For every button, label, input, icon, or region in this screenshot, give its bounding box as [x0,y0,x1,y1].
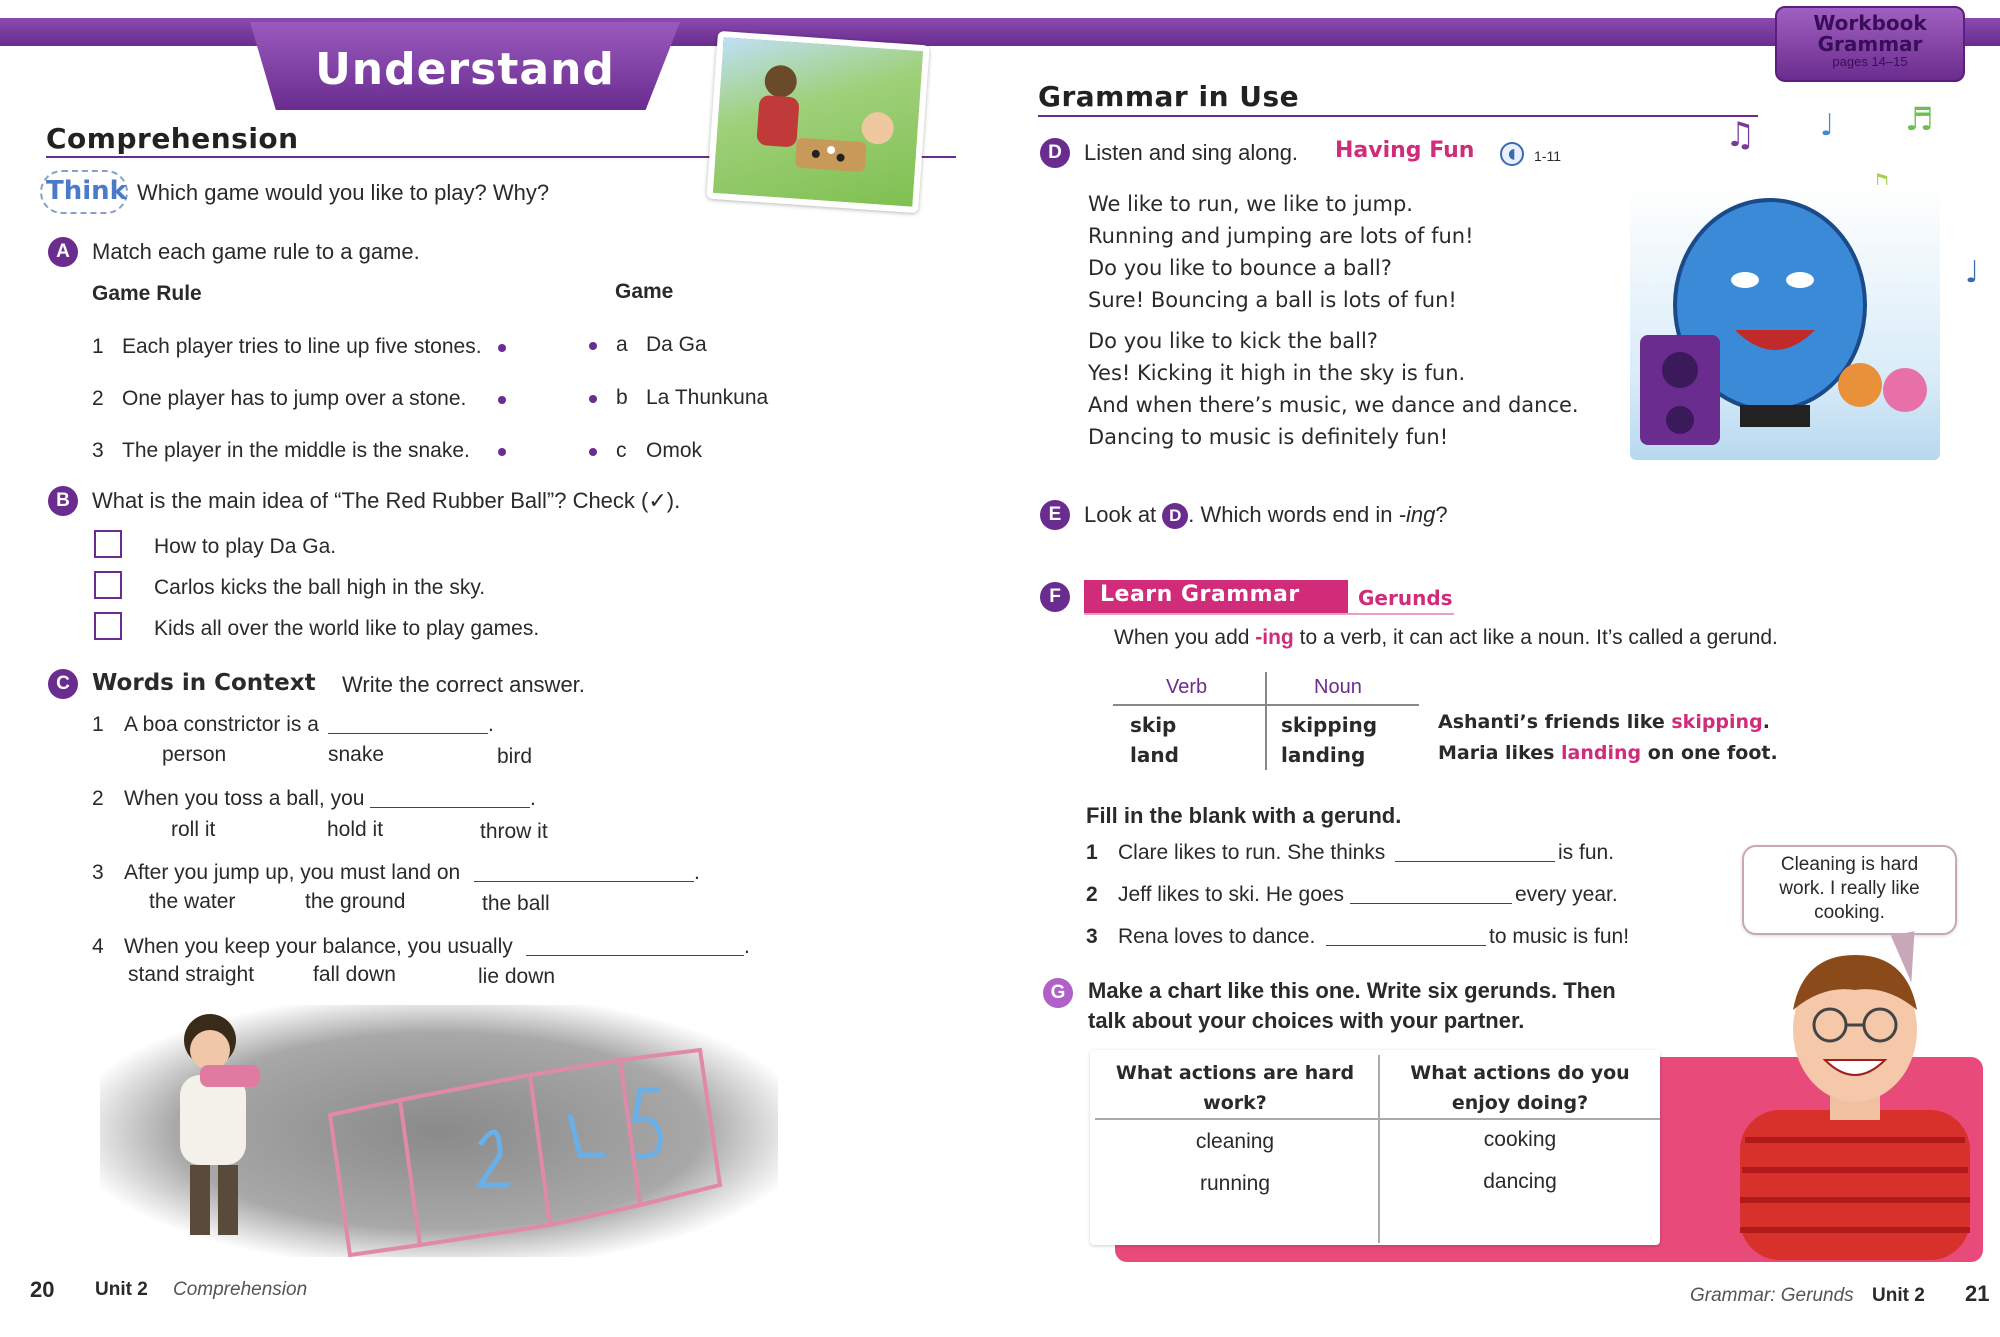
rule-2-text: One player has to jump over a stone. [122,387,467,410]
rule-3-num: 3 [92,439,104,462]
g-col1-head [1095,1058,1375,1118]
g-col2-head [1380,1058,1660,1118]
table-cell-noun-1: skipping [1281,713,1378,737]
c-item-3-choice-2: the ground [305,890,406,913]
e-text-after: . Which words end in [1188,502,1393,527]
game-a-dot[interactable] [589,342,597,350]
song-verse-1 [1088,188,1474,316]
game-a-letter: a [616,333,628,356]
f-rule-after: to a verb, it can act like a noun. It’s called a gerund. [1299,626,1778,649]
table-cell-verb-2: land [1130,743,1179,767]
fill-1-num: 1 [1086,841,1098,864]
c-item-4-blank[interactable] [526,938,744,956]
learn-grammar-underline [1084,613,1454,615]
a-col-game: Game [615,280,674,303]
c-item-3-blank[interactable] [474,864,694,882]
badge-d: D [1040,138,1070,168]
fill-2-num: 2 [1086,883,1098,906]
boy-art [1730,940,1980,1260]
c-item-4-choice-1: stand straight [128,963,255,986]
e-ing: -ing [1398,502,1436,527]
song-line: Yes! Kicking it high in the sky is fun. [1088,361,1466,385]
speech-text: Cleaning is hard work. I really like cooking. [1779,854,1920,923]
hopscotch-photo [100,1005,778,1257]
c-heading: Words in Context [92,670,316,696]
hopscotch-illustration [100,1005,778,1257]
workbook-tab[interactable] [1775,6,1965,82]
c-item-1-choice-2: snake [328,743,385,766]
rule-2-num: 2 [92,387,104,410]
g-col1-item-2: running [1199,1172,1271,1195]
b-option-1: How to play Da Ga. [154,535,337,558]
fill-1-after: is fun. [1558,841,1615,864]
rule-1-dot[interactable] [498,344,506,352]
game-c-letter: c [616,439,627,462]
c-item-3-choice-1: the water [149,890,236,913]
g-instruction-line2: talk about your choices with your partner. [1088,1008,1525,1033]
f-rule-ing: -ing [1255,626,1294,649]
game-a-text: Da Ga [646,333,707,356]
c-item-1-stem: A boa constrictor is a [124,713,319,736]
a-instruction: Match each game rule to a game. [92,239,420,264]
g-col2-item-1: cooking [1483,1128,1557,1151]
g-instruction-line1: Make a chart like this one. Write six gerunds. Then [1088,978,1616,1003]
right-page-number: 21 [1965,1281,1990,1306]
c-item-2-choice-3: throw it [480,820,548,843]
c-item-3-num: 3 [92,861,104,884]
g-col1-head-line1: What actions are hard [1115,1062,1355,1084]
song-line: Running and jumping are lots of fun! [1088,224,1474,248]
learn-grammar-label: Learn Grammar [1084,580,1348,614]
boy-illustration [1730,940,1980,1260]
understand-title: Understand [315,44,615,95]
left-unit: Unit 2 [95,1279,148,1300]
fill-1-before: Clare likes to run. She thinks [1118,841,1386,864]
audio-icon[interactable]: ◖ [1500,142,1524,166]
workbook-line2: Grammar [1817,32,1923,56]
song-line: Do you like to bounce a ball? [1088,256,1392,280]
badge-f: F [1040,582,1070,612]
grammar-rule [1038,115,1758,117]
song-line: We like to run, we like to jump. [1088,192,1413,216]
c-item-4-choice-2: fall down [313,963,396,986]
table-divider [1265,672,1267,770]
c-item-3-stem: After you jump up, you must land on [124,861,461,884]
fill-heading: Fill in the blank with a gerund. [1086,803,1402,828]
c-item-4-stem: When you keep your balance, you usually [124,935,513,958]
c-item-4-num: 4 [92,935,104,958]
b-option-2: Carlos kicks the ball high in the sky. [154,576,486,599]
e-ref-badge-d: D [1162,503,1188,529]
badge-e: E [1040,500,1070,530]
c-item-2-blank[interactable] [370,790,530,808]
music-note-icon: ♬ [1905,100,1934,138]
b-instruction: What is the main idea of “The Red Rubber Ball”? Check (✓). [92,488,681,513]
table-head-verb: Verb [1166,676,1208,698]
c-item-2-stem: When you toss a ball, you [124,787,365,810]
e-text [1084,502,1448,529]
rule-2-dot[interactable] [498,396,506,404]
song-line: Sure! Bouncing a ball is lots of fun! [1088,288,1457,312]
g-col1-item-1: cleaning [1195,1130,1275,1153]
c-item-2-choice-1: roll it [171,818,216,841]
right-section: Grammar: Gerunds [1690,1285,1854,1306]
c-item-1-choice-1: person [162,743,227,766]
rule-3-text: The player in the middle is the snake. [122,439,470,462]
c-item-1-num: 1 [92,713,104,736]
table-head-noun: Noun [1314,676,1362,698]
g-col2-item-2: dancing [1483,1170,1557,1193]
c-item-1-end: . [488,713,494,736]
think-label: Think [46,176,127,206]
c-item-1-blank[interactable] [328,716,488,734]
music-note-icon: ♩ [1965,255,1980,290]
d-song-title: Having Fun [1335,138,1475,163]
f-rule-before: When you add [1114,626,1250,649]
d-track: 1-11 [1534,148,1561,164]
example-1-word: skipping [1671,711,1763,733]
music-note-icon: ♩ [1820,108,1835,143]
workbook-line1: Workbook [1813,11,1927,35]
b-option-3: Kids all over the world like to play games. [154,617,540,640]
c-item-3-choice-3: the ball [482,892,550,915]
fill-1-blank[interactable] [1395,844,1555,862]
fill-3-num: 3 [1086,925,1098,948]
f-rule [1114,626,1778,650]
fill-3-after: to music is fun! [1489,925,1630,948]
song-line: Do you like to kick the ball? [1088,329,1378,353]
example-1-after: . [1762,711,1770,733]
g-col1-head-line2: work? [1203,1092,1267,1114]
table-cell-verb-1: skip [1130,713,1177,737]
d-instruction: Listen and sing along. [1084,140,1299,165]
fill-3-blank[interactable] [1326,928,1486,946]
game-photo [706,31,929,213]
song-line: Dancing to music is definitely fun! [1088,425,1449,449]
c-instruction: Write the correct answer. [342,672,585,697]
g-col2-head-line1: What actions do you [1410,1062,1630,1084]
c-item-2-choice-2: hold it [327,818,384,841]
game-c-text: Omok [646,439,703,462]
character-art [1630,185,1940,460]
example-2-word: landing [1561,742,1642,764]
badge-a: A [48,237,78,267]
comprehension-heading: Comprehension [46,122,299,155]
c-item-3-end: . [694,861,700,884]
speech-bubble [1742,845,1957,935]
table-cell-noun-2: landing [1281,743,1366,767]
example-2-after: on one foot. [1647,742,1778,764]
badge-b: B [48,486,78,516]
game-c-dot[interactable] [589,448,597,456]
c-item-4-end: . [744,935,750,958]
b-checkbox-2[interactable] [94,571,122,599]
song-verse-2 [1088,325,1579,453]
grammar-in-use-heading: Grammar in Use [1038,80,1300,113]
e-question-mark: ? [1435,502,1448,527]
workbook-pages: pages 14–15 [1832,54,1908,69]
music-note-icon: ♫ [1725,115,1756,155]
rule-1-text: Each player tries to line up five stones. [122,335,482,358]
c-item-2-num: 2 [92,787,104,810]
game-b-letter: b [616,386,628,409]
f-topic: Gerunds [1358,586,1453,610]
singing-character-illustration [1630,185,1940,460]
fill-3-before: Rena loves to dance. [1118,925,1316,948]
fill-2-after: every year. [1515,883,1618,906]
c-item-2-end: . [530,787,536,810]
example-1-before: Ashanti’s friends like [1438,711,1665,733]
example-2-before: Maria likes [1438,742,1555,764]
rule-3-dot[interactable] [498,448,506,456]
b-checkbox-3[interactable] [94,612,122,640]
a-col-rule: Game Rule [92,282,202,305]
g-col2-head-line2: enjoy doing? [1451,1092,1589,1114]
game-illustration [713,37,923,207]
badge-c: C [48,669,78,699]
left-page-number: 20 [30,1277,55,1302]
c-item-4-choice-3: lie down [478,965,556,988]
game-b-text: La Thunkuna [646,386,769,409]
think-question: Which game would you like to play? Why? [137,180,550,205]
example-1 [1438,711,1770,733]
rule-1-num: 1 [92,335,104,358]
fill-2-blank[interactable] [1350,886,1512,904]
example-2 [1438,742,1778,764]
b-checkbox-1[interactable] [94,530,122,558]
e-text-before: Look at [1084,502,1157,527]
c-item-1-choice-3: bird [497,745,533,768]
left-section: Comprehension [173,1279,308,1300]
fill-2-before: Jeff likes to ski. He goes [1118,883,1345,906]
badge-g: G [1043,978,1073,1008]
song-line: And when there’s music, we dance and dance. [1088,393,1579,417]
game-b-dot[interactable] [589,395,597,403]
right-unit: Unit 2 [1872,1285,1925,1306]
